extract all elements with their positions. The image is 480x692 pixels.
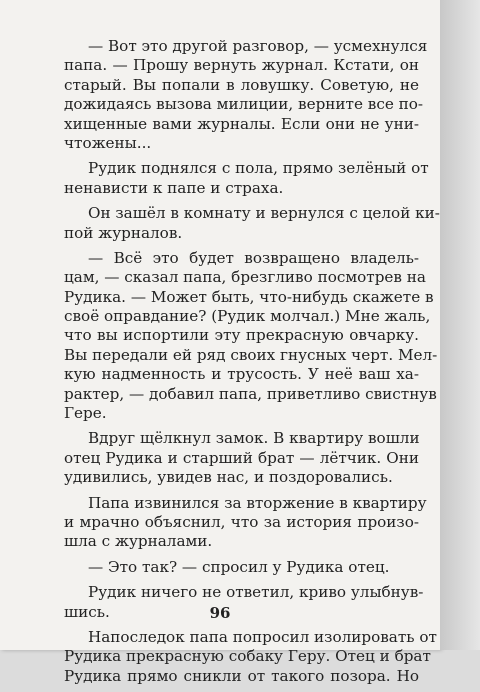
text-line: ненависти к папе и страха. xyxy=(64,178,284,197)
text-line: Рудика прекрасную собаку Геру. Отец и брат xyxy=(64,647,431,666)
text-line: цам, — сказал папа, брезгливо посмотрев на xyxy=(64,268,426,287)
text-line: кую надменность и трусость. У неё ваш ха- xyxy=(64,365,419,384)
body-text xyxy=(64,37,440,692)
text-line: шись. xyxy=(64,602,110,621)
paragraph xyxy=(64,37,428,153)
text-line: Рудик ничего не ответил, криво улыбнув- xyxy=(88,583,424,602)
text-line: дожидаясь вызова милиции, верните все по- xyxy=(64,95,424,114)
paragraph xyxy=(64,493,427,552)
page-number: 96 xyxy=(209,604,231,622)
paragraph xyxy=(64,248,438,424)
paragraph xyxy=(64,159,429,198)
book-gutter-shadow xyxy=(440,0,480,650)
paragraph xyxy=(64,627,437,686)
text-line: — Вот это другой разговор, — усмехнулся xyxy=(88,37,428,55)
text-line: шла с журналами. xyxy=(64,532,213,551)
text-line: Напоследок папа попросил изолировать от xyxy=(88,627,437,646)
text-line: Гере. xyxy=(64,404,107,423)
text-line: Рудика прямо сникли от такого позора. Но xyxy=(64,666,419,685)
text-line: Он зашёл в комнату и вернулся с целой ки- xyxy=(88,204,440,223)
text-line: папа. — Прошу вернуть журнал. Кстати, он xyxy=(64,56,419,75)
text-line: Рудика. — Может быть, что-нибудь скажете в xyxy=(64,287,434,306)
text-line: и мрачно объяснил, что за история произо- xyxy=(64,512,419,531)
text-line: удивились, увидев нас, и поздоровались. xyxy=(64,468,393,487)
paragraph xyxy=(64,558,419,577)
text-line: Вы передали ей ряд своих гнусных черт. Мел- xyxy=(64,345,438,364)
text-line: что вы испортили эту прекрасную овчарку. xyxy=(64,326,419,345)
text-line: рактер, — добавил папа, приветливо свистнув xyxy=(64,384,437,403)
paragraph xyxy=(64,204,440,243)
text-line: отец Рудика и старший брат — лётчик. Они xyxy=(64,448,419,467)
text-line: чтожены... xyxy=(64,133,152,152)
text-line: — Всё это будет возвращено владель- xyxy=(88,248,419,267)
text-line: Папа извинился за вторжение в квартиру xyxy=(88,493,427,512)
text-line: пой журналов. xyxy=(64,223,183,242)
text-line: Вдруг щёлкнул замок. В квартиру вошли xyxy=(88,429,420,448)
text-line: своё оправдание? (Рудик молчал.) Мне жаль, xyxy=(64,307,431,326)
text-line: Рудик поднялся с пола, прямо зелёный от xyxy=(88,159,429,178)
text-line: старый. Вы попали в ловушку. Советую, не xyxy=(64,75,419,94)
text-line: хищенные вами журналы. Если они не уни- xyxy=(64,114,419,133)
text-line: — Это так? — спросил у Рудика отец. xyxy=(88,557,390,576)
paragraph xyxy=(64,429,419,487)
